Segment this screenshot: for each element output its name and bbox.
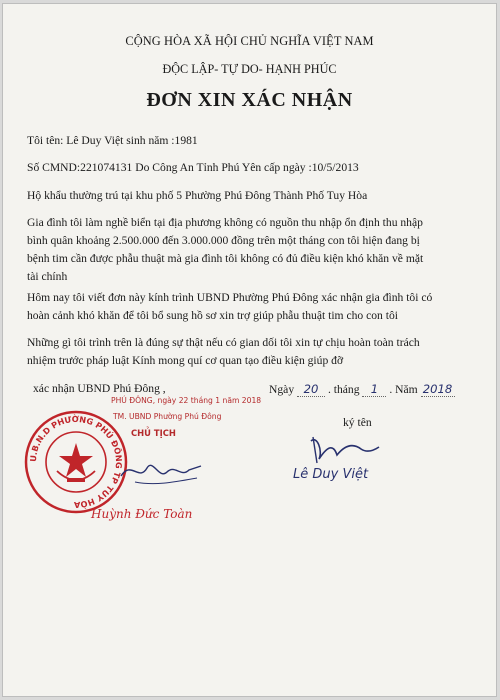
- paragraph-circumstances: [27, 214, 477, 286]
- stamp-date-line: PHÚ ĐÔNG, ngày 22 tháng 1 năm 2018: [111, 396, 262, 405]
- date-month: 1: [362, 382, 386, 397]
- paragraph-line: Hôm nay tôi viết đơn này kính trình UBND Phường Phú Đông xác nhận gia đình tôi có: [27, 291, 433, 304]
- id-line: Số CMND:221074131 Do Công An Tỉnh Phú Yên cấp ngày :10/5/2013: [27, 161, 359, 174]
- date-month-label: . tháng: [327, 383, 360, 396]
- paragraph-line: bệnh tim cần được phẫu thuật mà gia đình tôi không có đủ điều kiện khó khăn về mặt: [27, 252, 424, 265]
- paragraph-line: Gia đình tôi làm nghề biển tại địa phương không có nguồn thu nhập ổn định thu nhập: [27, 216, 423, 229]
- paragraph-commitment: [27, 334, 477, 370]
- sign-label: ký tên: [343, 416, 372, 429]
- date-year: 2018: [421, 382, 455, 397]
- nation-heading: CỘNG HÒA XÃ HỘI CHỦ NGHĨA VIỆT NAM: [125, 34, 374, 48]
- address-line: Hộ khẩu thường trú tại khu phố 5 Phường Phú Đông Thành Phố Tuy Hòa: [27, 189, 368, 202]
- paragraph-line: bình quân khoảng 2.500.000 đến 3.000.000 đồng trên một tháng con tôi hiện đang bị: [27, 234, 420, 247]
- official-signature-icon: [115, 452, 205, 492]
- motto-heading: ĐỘC LẬP- TỰ DO- HẠNH PHÚC: [162, 62, 337, 76]
- date-prefix: Ngày: [269, 383, 295, 396]
- paragraph-line: Những gì tôi trình trên là đúng sự thật nếu có gian dối tôi xin tự chịu hoàn toàn trách: [27, 336, 420, 349]
- paragraph-line: hoàn cảnh khó khăn để tôi bổ sung hồ sơ xin trợ giúp phẫu thuật tim cho con tôi: [27, 309, 398, 322]
- stamp-org-line: TM. UBND Phường Phú Đông: [113, 412, 222, 421]
- official-name: Huỳnh Đức Toàn: [91, 507, 193, 521]
- seal-text: U.B.N.D PHƯỜNG PHÚ ĐÔNG TP TUY HÒA: [27, 413, 125, 511]
- confirm-label: xác nhận UBND Phú Đông ,: [33, 382, 166, 395]
- document-page: [2, 3, 497, 697]
- paragraph-line: tài chính: [27, 270, 68, 283]
- official-seal-icon: [23, 409, 129, 515]
- date-year-label: . Năm: [389, 383, 418, 396]
- applicant-signature-name: Lê Duy Việt: [293, 467, 369, 482]
- date-line: [269, 382, 455, 397]
- paragraph-line: nhiệm trước pháp luật Kính mong quí cơ quan tạo điều kiện giúp đỡ: [27, 354, 344, 367]
- document-title: ĐƠN XIN XÁC NHẬN: [146, 89, 353, 111]
- date-day: 20: [297, 382, 325, 397]
- applicant-signature-icon: [303, 429, 383, 469]
- stamp-title-line: CHỦ TỊCH: [131, 428, 176, 438]
- name-line: Tôi tên: Lê Duy Việt sinh năm :1981: [27, 134, 198, 147]
- paragraph-request: [27, 289, 477, 325]
